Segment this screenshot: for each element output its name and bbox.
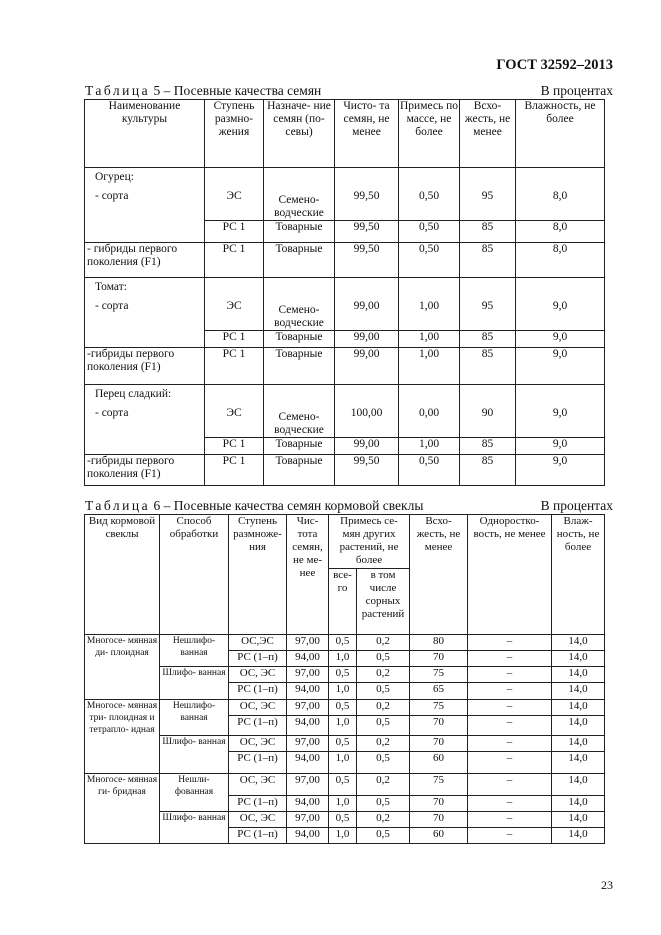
t6-purity: 97,00	[287, 667, 329, 683]
t6-stage: РС (1–п)	[229, 796, 287, 812]
t6-purity: 94,00	[287, 828, 329, 844]
t5-purity: 99,50	[335, 221, 399, 243]
t5-stage: РС 1	[205, 438, 264, 455]
t5-stage: РС 1	[205, 455, 264, 486]
t6-purity: 97,00	[287, 736, 329, 752]
t6-row	[85, 736, 605, 752]
t5-moisture: 9,0	[516, 348, 605, 385]
t5-purity: 99,50	[335, 168, 399, 221]
t6-admix-weeds: 0,2	[357, 736, 410, 752]
t6-purity: 94,00	[287, 752, 329, 774]
t5-germination: 85	[460, 331, 516, 348]
t6-germination: 75	[410, 700, 468, 716]
t5-stage: ЭС	[205, 385, 264, 438]
t6-purity: 97,00	[287, 812, 329, 828]
t6-stage: РС (1–п)	[229, 752, 287, 774]
t6-purity: 97,00	[287, 635, 329, 651]
table5-units: В процентах	[540, 83, 613, 98]
t5-purity: 99,00	[335, 438, 399, 455]
t5-crop-cell	[85, 278, 205, 348]
t6-moisture: 14,0	[552, 828, 605, 844]
t5-purpose: Семено- водческие	[264, 385, 335, 438]
t6-head-germination: Всхо- жесть, не менее	[410, 515, 468, 635]
t6-head-kind: Вид кормовой свеклы	[85, 515, 160, 635]
t6-single-sprout: –	[468, 812, 552, 828]
t5-purity: 99,50	[335, 455, 399, 486]
table5-caption-text: 5 – Посевные качества семян	[150, 83, 322, 98]
t6-stage: ОС, ЭС	[229, 812, 287, 828]
t5-admixture: 0,50	[399, 243, 460, 278]
t5-moisture: 9,0	[516, 385, 605, 438]
t6-admix-total: 1,0	[329, 796, 357, 812]
t5-purity: 99,00	[335, 348, 399, 385]
t5-crop-title: Огурец:	[95, 171, 134, 183]
t6-stage: ОС,ЭС	[229, 635, 287, 651]
t6-stage: РС (1–п)	[229, 828, 287, 844]
t5-moisture: 8,0	[516, 243, 605, 278]
t5-head-stage: Ступень размно- жения	[205, 100, 264, 168]
t6-single-sprout: –	[468, 700, 552, 716]
t5-head-purpose: Назначе- ние семян (по- севы)	[264, 100, 335, 168]
t6-germination: 75	[410, 667, 468, 683]
t6-head-single-sprout: Одноростко- вость, не менее	[468, 515, 552, 635]
t6-admix-weeds: 0,5	[357, 796, 410, 812]
t5-admixture: 0,50	[399, 455, 460, 486]
t6-admix-total: 0,5	[329, 774, 357, 796]
t6-stage: РС (1–п)	[229, 683, 287, 700]
table6	[84, 514, 605, 844]
t6-germination: 80	[410, 635, 468, 651]
t5-head-admixture: Примесь по массе, не более	[399, 100, 460, 168]
t6-germination: 70	[410, 716, 468, 736]
t6-germination: 75	[410, 774, 468, 796]
t6-moisture: 14,0	[552, 796, 605, 812]
t6-moisture: 14,0	[552, 736, 605, 752]
t6-head-admix-weeds: в том числе сорных растений	[357, 569, 410, 635]
t6-purity: 94,00	[287, 651, 329, 667]
t5-hybrid-label: - гибриды первого поколения (F1)	[85, 243, 205, 278]
t6-purity: 97,00	[287, 774, 329, 796]
t5-moisture: 9,0	[516, 455, 605, 486]
t6-moisture: 14,0	[552, 635, 605, 651]
t5-purpose: Товарные	[264, 348, 335, 385]
t5-admixture: 0,50	[399, 221, 460, 243]
t6-row	[85, 812, 605, 828]
t6-purity: 94,00	[287, 796, 329, 812]
t6-single-sprout: –	[468, 796, 552, 812]
t6-row	[85, 667, 605, 683]
t5-stage: РС 1	[205, 331, 264, 348]
t6-single-sprout: –	[468, 683, 552, 700]
t5-purpose: Товарные	[264, 438, 335, 455]
t5-purity: 99,00	[335, 331, 399, 348]
table6-caption-text: 6 – Посевные качества семян кормовой свеклы	[150, 498, 424, 513]
t5-purpose: Товарные	[264, 243, 335, 278]
t6-kind: Многосе- мянная три- плоидная и тетрапло- идная	[85, 700, 160, 774]
t5-admixture: 1,00	[399, 278, 460, 331]
t6-head-admixture: Примесь се- мян других растений, не более	[329, 515, 410, 569]
t5-purpose: Семено- водческие	[264, 168, 335, 221]
t6-stage: ОС, ЭС	[229, 736, 287, 752]
t6-moisture: 14,0	[552, 651, 605, 667]
t5-purity: 99,00	[335, 278, 399, 331]
t6-germination: 60	[410, 828, 468, 844]
t6-admix-weeds: 0,2	[357, 667, 410, 683]
t5-sort-label: - сорта	[95, 190, 129, 202]
t6-single-sprout: –	[468, 651, 552, 667]
t6-head-stage: Ступень размноже- ния	[229, 515, 287, 635]
t5-head-moisture: Влажность, не более	[516, 100, 605, 168]
table6-caption	[85, 498, 423, 514]
t6-kind: Многосе- мянная ги- бридная	[85, 774, 160, 844]
t6-admix-weeds: 0,5	[357, 716, 410, 736]
t5-germination: 85	[460, 348, 516, 385]
t6-single-sprout: –	[468, 635, 552, 651]
t5-germination: 85	[460, 243, 516, 278]
t5-moisture: 9,0	[516, 278, 605, 331]
t6-row	[85, 774, 605, 796]
t6-method: Нешлифо- ванная	[160, 700, 229, 736]
t6-admix-weeds: 0,5	[357, 651, 410, 667]
t5-stage: РС 1	[205, 348, 264, 385]
t5-admixture: 1,00	[399, 331, 460, 348]
t6-method: Шлифо- ванная	[160, 812, 229, 844]
t6-head-admix-total: все- го	[329, 569, 357, 635]
t5-germination: 85	[460, 221, 516, 243]
t6-admix-weeds: 0,2	[357, 700, 410, 716]
t5-purpose: Товарные	[264, 221, 335, 243]
table6-caption-word: Таблица	[85, 498, 151, 513]
t5-crop-cell	[85, 168, 205, 243]
table5-caption	[85, 83, 321, 99]
t5-head-germination: Всхо- жесть, не менее	[460, 100, 516, 168]
t6-purity: 94,00	[287, 716, 329, 736]
table5-caption-word: Таблица	[85, 83, 151, 98]
t6-admix-weeds: 0,5	[357, 828, 410, 844]
t5-row	[85, 348, 605, 385]
t6-germination: 70	[410, 812, 468, 828]
table6-units: В процентах	[540, 498, 613, 513]
t6-head-method: Способ обработки	[160, 515, 229, 635]
t5-row	[85, 243, 605, 278]
t6-single-sprout: –	[468, 716, 552, 736]
t6-row	[85, 700, 605, 716]
t5-moisture: 9,0	[516, 331, 605, 348]
table5-header-row	[85, 100, 605, 168]
t6-admix-total: 1,0	[329, 651, 357, 667]
t5-purity: 99,50	[335, 243, 399, 278]
t5-moisture: 9,0	[516, 438, 605, 455]
t5-stage: РС 1	[205, 243, 264, 278]
t6-admix-total: 1,0	[329, 828, 357, 844]
t6-moisture: 14,0	[552, 683, 605, 700]
t6-method: Шлифо- ванная	[160, 736, 229, 774]
t6-method: Нешлифо- ванная	[160, 635, 229, 667]
t5-germination: 95	[460, 168, 516, 221]
t5-row	[85, 385, 605, 438]
t5-stage: ЭС	[205, 168, 264, 221]
t5-admixture: 1,00	[399, 348, 460, 385]
t5-germination: 85	[460, 455, 516, 486]
t6-single-sprout: –	[468, 667, 552, 683]
t6-admix-weeds: 0,2	[357, 774, 410, 796]
t6-admix-total: 1,0	[329, 716, 357, 736]
t6-purity: 94,00	[287, 683, 329, 700]
t6-moisture: 14,0	[552, 752, 605, 774]
t6-purity: 97,00	[287, 700, 329, 716]
t6-admix-total: 0,5	[329, 635, 357, 651]
t6-method: Шлифо- ванная	[160, 667, 229, 700]
t6-stage: РС (1–п)	[229, 716, 287, 736]
page-number: 23	[601, 878, 613, 892]
t6-admix-total: 1,0	[329, 752, 357, 774]
t5-row	[85, 278, 605, 331]
t6-stage: ОС, ЭС	[229, 700, 287, 716]
t5-stage: ЭС	[205, 278, 264, 331]
t5-head-purity: Чисто- та семян, не менее	[335, 100, 399, 168]
t6-head-moisture: Влаж- ность, не более	[552, 515, 605, 635]
t6-germination: 70	[410, 736, 468, 752]
t6-admix-weeds: 0,5	[357, 752, 410, 774]
t5-row	[85, 455, 605, 486]
t5-crop-cell	[85, 385, 205, 455]
t6-moisture: 14,0	[552, 700, 605, 716]
t6-method: Нешли- фованная	[160, 774, 229, 812]
t6-moisture: 14,0	[552, 667, 605, 683]
t5-purpose: Товарные	[264, 455, 335, 486]
table6-header-row-1	[85, 515, 605, 569]
t6-moisture: 14,0	[552, 812, 605, 828]
t6-stage: ОС, ЭС	[229, 774, 287, 796]
t6-single-sprout: –	[468, 828, 552, 844]
t6-admix-total: 0,5	[329, 700, 357, 716]
t5-sort-label: - сорта	[95, 407, 129, 419]
t6-admix-weeds: 0,2	[357, 812, 410, 828]
t6-row	[85, 635, 605, 651]
t5-sort-label: - сорта	[95, 300, 129, 312]
t6-admix-total: 0,5	[329, 736, 357, 752]
t6-single-sprout: –	[468, 774, 552, 796]
t5-germination: 85	[460, 438, 516, 455]
t5-row	[85, 168, 605, 221]
t5-crop-title: Перец сладкий:	[95, 388, 172, 400]
t6-moisture: 14,0	[552, 716, 605, 736]
t5-head-crop: Наименование культуры	[85, 100, 205, 168]
t5-moisture: 8,0	[516, 221, 605, 243]
t6-admix-total: 0,5	[329, 667, 357, 683]
t6-single-sprout: –	[468, 752, 552, 774]
t5-purpose: Семено- водческие	[264, 278, 335, 331]
t6-kind: Многосе- мянная ди- плоидная	[85, 635, 160, 700]
t5-purpose: Товарные	[264, 331, 335, 348]
t5-admixture: 0,00	[399, 385, 460, 438]
t6-moisture: 14,0	[552, 774, 605, 796]
t6-germination: 70	[410, 651, 468, 667]
t5-germination: 90	[460, 385, 516, 438]
t5-admixture: 1,00	[399, 438, 460, 455]
t6-admix-total: 0,5	[329, 812, 357, 828]
t6-head-purity: Чис- тота семян, не ме- нее	[287, 515, 329, 635]
t6-single-sprout: –	[468, 736, 552, 752]
t5-purity: 100,00	[335, 385, 399, 438]
t5-germination: 95	[460, 278, 516, 331]
t5-crop-title: Томат:	[95, 281, 127, 293]
t5-admixture: 0,50	[399, 168, 460, 221]
t6-stage: ОС, ЭС	[229, 667, 287, 683]
t6-admix-weeds: 0,5	[357, 683, 410, 700]
t6-germination: 60	[410, 752, 468, 774]
t6-germination: 70	[410, 796, 468, 812]
t6-admix-weeds: 0,2	[357, 635, 410, 651]
t6-germination: 65	[410, 683, 468, 700]
t5-hybrid-label: -гибриды первого поколения (F1)	[85, 348, 205, 385]
t5-stage: РС 1	[205, 221, 264, 243]
t6-admix-total: 1,0	[329, 683, 357, 700]
table5	[84, 99, 605, 486]
t5-moisture: 8,0	[516, 168, 605, 221]
t5-hybrid-label: -гибриды первого поколения (F1)	[85, 455, 205, 486]
t6-stage: РС (1–п)	[229, 651, 287, 667]
standard-number: ГОСТ 32592–2013	[496, 57, 613, 73]
